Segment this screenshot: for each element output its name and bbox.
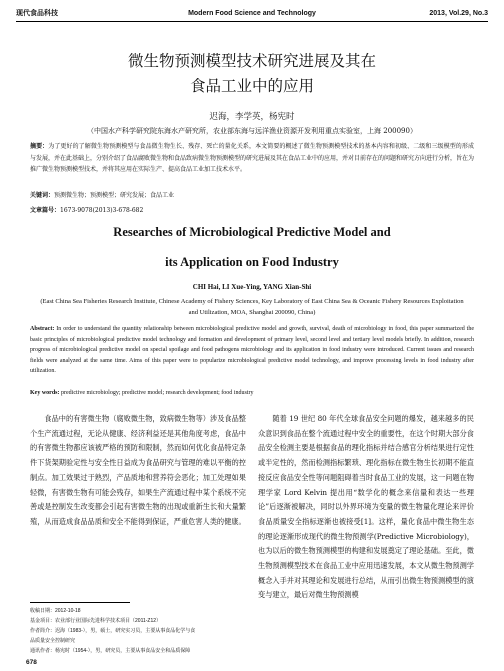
cn-keywords-label: 关键词： xyxy=(30,192,55,199)
footnote-received: 收稿日期：2012-10-18 xyxy=(30,608,81,614)
running-header xyxy=(16,6,488,20)
en-abstract xyxy=(30,324,474,377)
cn-doc-number xyxy=(30,205,474,214)
en-keywords-label: Key words: xyxy=(30,390,60,396)
footnote-corresponding: 通讯作者：杨宪时（1954-），男，研究员，主要从事食品安全和品质保障 xyxy=(30,648,191,654)
cn-abstract-label: 摘要： xyxy=(30,143,49,150)
cn-title-line1: 微生物预测模型技术研究进展及其在 xyxy=(127,52,376,70)
volume-info: 2013, Vol.29, No.3 xyxy=(429,9,488,17)
body-paragraph: 随着 19 世纪 80 年代全球食品安全问题的爆发，越来越多的民众意识到食品在整个流通过程中安全的重要性，在这个时期大部分食品安全检测主要是根据食品的理化指标并结合感官分析结果进行定性或半定性的，然而检测指标繁琐、理化指标在微生物生长初期不能直接反应食品安全性等问题阻碍着当时食品工业的发展，这一问题在物理学家 Lord Kelvin 提出用“数学化的概念来信量和表达一些理论”后逐渐被解决，同时以外界环境为变量的微生物量化理论来评价食品质量安全指标逐渐也被接受[1]。这样，量化食品中微生物生态的理论逐渐形成现代的微生物预测学(Predictive Microbiology)，也为以后的微生物预测模型的构建和发展奠定了理论基础。至此，微生物预测模型技术在食品工业中应用迅速发展，本文从微生物预测学概念入手并对其理论和发展进行总结，从而引出微生物预测模型的演变与建立，最后对微生物预测模 xyxy=(258,414,474,600)
en-affiliation: (East China Sea Fisheries Research Institute, Chinese Academy of Fishery Sciences, Key Laboratory of East China Sea & Oceanic Fishery Resources Exploitation and Utilization, MOA, Shanghai 200090, China) xyxy=(40,298,464,316)
footnotes xyxy=(30,606,246,656)
footnote-fund: 基金项目：农业部行业国际先进科学技术项目（2011-Z12） xyxy=(30,618,162,624)
cn-abstract-text: 为了更好的了解微生物预测模型与食品微生物生长、残存、死亡的量化关系，本文简要的概述了微生物预测模型技术的基本内容和初级、二级和三级模型的形成与发展，并在此基础上，分别介绍了食品腐败微生物和食品致病微生物预测模型的研究进展及其在食品工业中的应用，并对目前存在的问题和研究方向进行分析，旨在为推广微生物预测模型技术，并将其应用在实际生产、提高食品工业加工技术水平。 xyxy=(30,143,475,173)
journal-name-cn: 现代食品科技 xyxy=(16,10,58,17)
cn-keywords xyxy=(30,190,474,199)
page-number: 678 xyxy=(26,659,37,666)
footnote-rule xyxy=(30,602,130,603)
journal-name-en: Modern Food Science and Technology xyxy=(188,9,316,17)
en-abstract-label: Abstract: xyxy=(30,326,55,332)
en-keywords-text: predictive microbiology; predictive model; research development; food industry xyxy=(61,390,254,396)
en-keywords xyxy=(30,390,474,396)
cn-abstract xyxy=(30,141,474,176)
en-title-line2: its Application on Food Industry xyxy=(165,255,339,269)
cn-title-line2: 食品工业中的应用 xyxy=(189,77,314,95)
body-paragraph: 食品中的有害微生物（腐败微生物，致病微生物等）涉及食品整个生产流通过程，无论从健康、经济利益还是其他角度考虑，食品中的有害微生物都应该被严格的预防和限制，然而如何优化食品特定条件下货架期验定性与安全性日益成为食品研究与管理的难以平衡的控制点。加工效果过于熟烈，产品质地和营养符会恶化；加工处理如果轻微，有害微生物有可能会残存，如果生产流通过程中某个系统不完善或是控制发生改变都会引起有害微生物的出现或重新生长和大量繁殖，从而造成食品品质和安全不能得到保证，严重危害人类的健康。 xyxy=(30,414,246,526)
footnote-author: 作者简介：迟海（1983-），男，硕士，研究实习员，主要从事食品化学与食 xyxy=(30,628,196,634)
cn-keywords-text: 预测微生物；预测模型；研究发展；食品工业 xyxy=(54,192,175,199)
body-column-left xyxy=(30,412,246,530)
en-title-line1: Researches of Microbiological Predictive Model and xyxy=(113,225,391,239)
en-authors: CHI Hai, LI Xue-Ying, YANG Xian-Shi xyxy=(192,283,312,291)
cn-doc-text: 1673-9078(2013)3-678-682 xyxy=(60,207,144,214)
cn-affiliation: （中国水产科学研究院东海水产研究所，农业部东海与远洋渔业资源开发利用重点实验室，上海 200090） xyxy=(87,127,417,135)
en-abstract-text: In order to understand the quantity relationship between microbiological predictive model and growth, survival, death of microbiology in food, this paper summarized the basic principles of microbiological predictive model technology and formation and development of primary level, second level and tertiary level models briefly. In addition, research progress of microbiological predictive model on special spoilage and food pathogens microbiology and its application in food industry were introduced. Current issues and research fields were analyzed at the same time. Aims of this paper were to popularize microbiological predictive model technology, and improve processing levels in food industry after utilization. xyxy=(30,326,475,374)
cn-authors: 迟海，李学英，杨宪时 xyxy=(209,112,295,122)
footnote-author-cont: 品质量安全控制研究 xyxy=(30,638,76,644)
cn-doc-label: 文章篇号： xyxy=(30,207,61,214)
body-column-right xyxy=(258,412,474,603)
header-rule xyxy=(16,21,488,22)
